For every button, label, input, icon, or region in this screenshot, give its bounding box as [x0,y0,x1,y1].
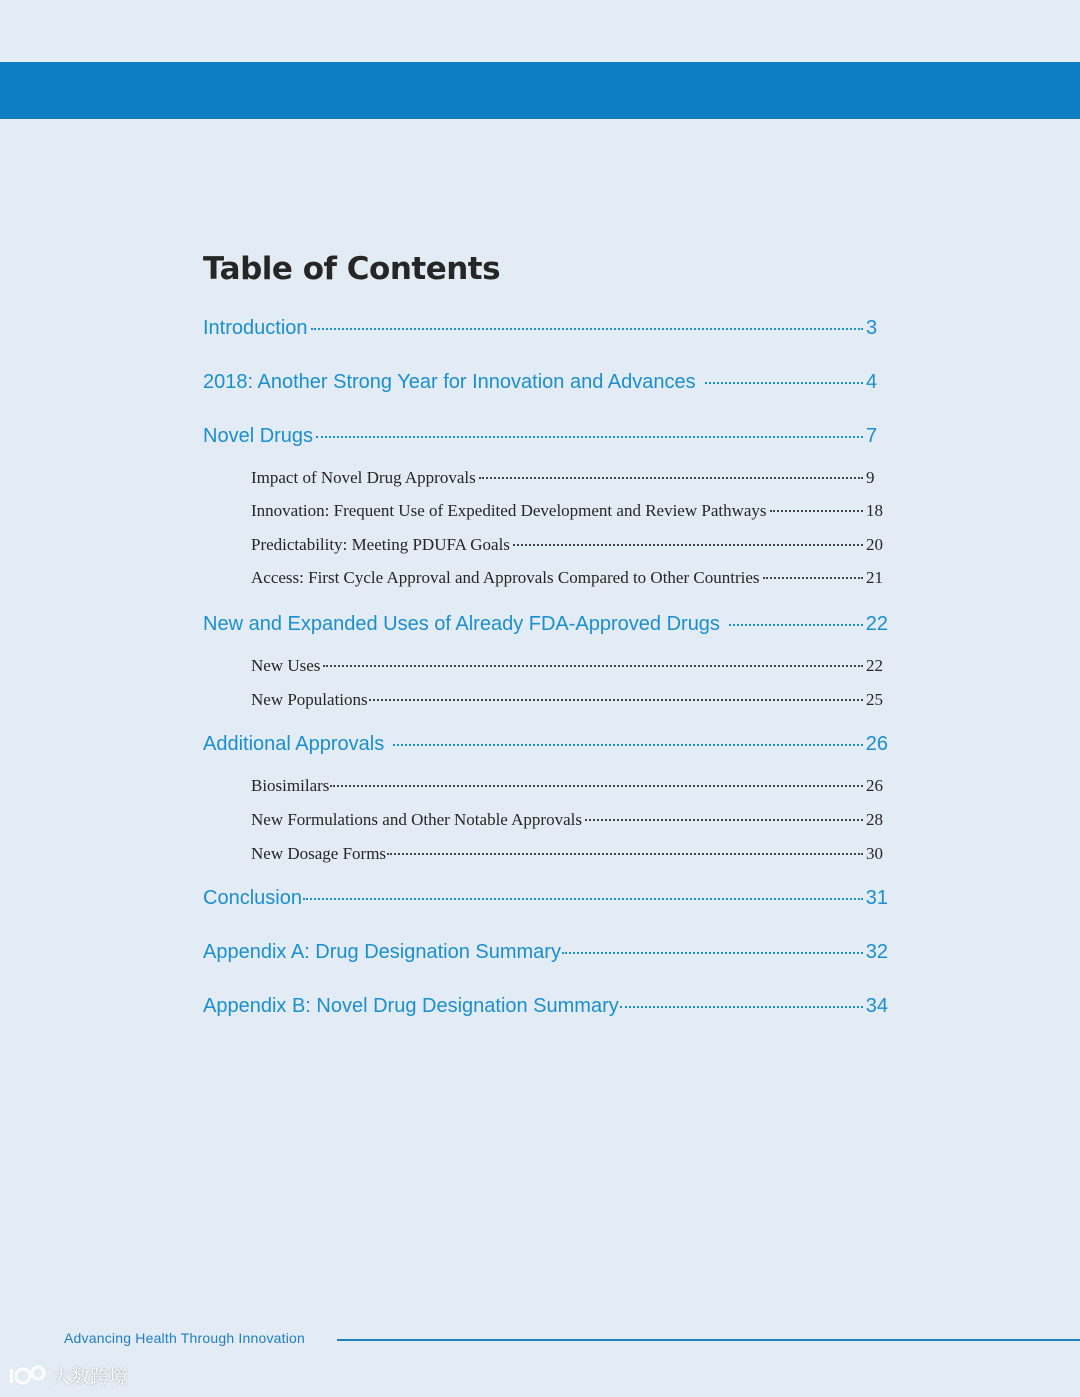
toc-entry-page: 31 [865,887,888,909]
toc-entry-new-formulations[interactable] [203,808,888,832]
toc-entry-label: Appendix B: Novel Drug Designation Summary [203,995,619,1017]
toc-entry-page: 22 [866,656,883,675]
toc-entry-page: 25 [866,690,883,709]
watermark-logo-icon [8,1363,48,1389]
toc-entry-new-expanded-uses[interactable] [203,610,888,638]
toc-entry-page: 7 [866,425,878,447]
toc-entry-page: 30 [866,844,883,863]
toc-entry-page: 28 [866,810,883,829]
dot-leader [705,382,863,384]
toc-entry-page: 32 [865,941,888,963]
dot-leader [393,744,863,746]
toc-entry-label: Access: First Cycle Approval and Approvals Compared to Other Countries [251,568,760,587]
page-title: Table of Contents [203,251,501,287]
dot-leader [323,665,863,667]
dot-leader [770,510,863,512]
toc-entry-page: 4 [866,371,878,393]
dot-leader [620,1006,863,1008]
toc-entry-label: Additional Approvals [203,733,385,755]
footer-tagline: Advancing Health Through Innovation [64,1330,306,1346]
toc-entry-appendix-b[interactable] [203,992,888,1020]
dot-leader [311,328,863,330]
dot-leader [729,624,863,626]
toc-entry-label: Predictability: Meeting PDUFA Goals [251,535,510,554]
toc-entry-label: New Uses [251,656,321,675]
watermark [8,1362,128,1389]
toc-entry-label: Biosimilars [251,776,330,795]
toc-entry-label: Introduction [203,317,308,339]
table-of-contents [203,248,888,1017]
dot-leader [369,699,863,701]
dot-leader [303,898,863,900]
dot-leader [316,436,863,438]
toc-entry-novel-drugs[interactable] [203,422,888,450]
dot-leader [479,477,863,479]
toc-entry-impact-novel-approvals[interactable] [203,466,888,490]
toc-entry-label: 2018: Another Strong Year for Innovation and Advances [203,371,696,393]
watermark-text: 大数跨境 [52,1366,129,1388]
toc-entry-page: 3 [866,317,878,339]
toc-entry-label: New Formulations and Other Notable Approvals [251,810,582,829]
toc-entry-label: Novel Drugs [203,425,314,447]
toc-entry-page: 26 [866,776,883,795]
toc-entry-label: New Populations [251,690,368,709]
toc-entry-page: 20 [866,535,883,554]
toc-entry-new-populations[interactable] [203,688,888,712]
toc-entry-new-uses[interactable] [203,654,888,678]
toc-entry-page: 34 [865,995,888,1017]
toc-entry-biosimilars[interactable] [203,774,888,798]
header-band [0,62,1080,119]
toc-entry-label: New Dosage Forms [251,844,387,863]
footer-rule [337,1339,1080,1341]
toc-entry-new-dosage-forms[interactable] [203,842,888,866]
toc-entry-page: 21 [866,568,883,587]
toc-entry-additional-approvals[interactable] [203,730,888,758]
toc-entry-introduction[interactable] [203,314,888,342]
toc-entry-page: 22 [865,613,888,635]
toc-entry-innovation-expedited[interactable] [203,499,888,523]
toc-entry-label: Conclusion [203,887,302,909]
toc-entry-page: 9 [866,468,875,487]
toc-entry-predictability-pdufa[interactable] [203,533,888,557]
dot-leader [585,819,863,821]
toc-entry-page: 26 [865,733,888,755]
dot-leader [513,544,863,546]
dot-leader [330,785,863,787]
toc-entry-2018-strong-year[interactable] [203,368,888,396]
toc-entry-appendix-a[interactable] [203,938,888,966]
dot-leader [562,952,863,954]
toc-entry-label: New and Expanded Uses of Already FDA-Approved Drugs [203,613,720,635]
toc-entry-access-first-cycle[interactable] [203,566,888,590]
toc-entry-label: Innovation: Frequent Use of Expedited Development and Review Pathways [251,501,767,520]
toc-entry-label: Impact of Novel Drug Approvals [251,468,476,487]
dot-leader [763,577,864,579]
dot-leader [387,853,863,855]
toc-entry-conclusion[interactable] [203,884,888,912]
toc-entry-label: Appendix A: Drug Designation Summary [203,941,561,963]
toc-entry-page: 18 [866,501,883,520]
